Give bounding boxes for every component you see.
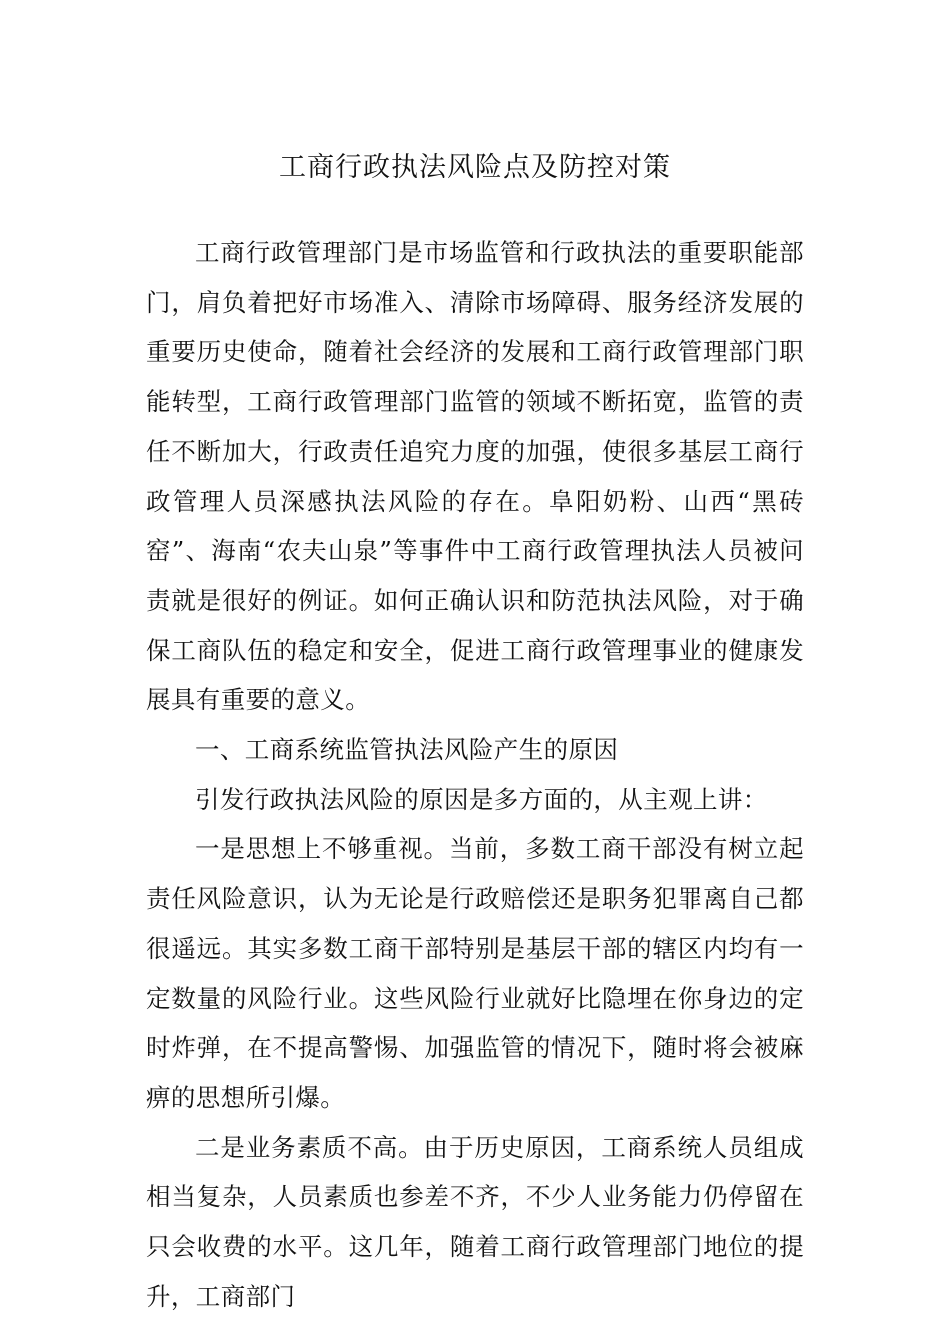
document-title: 工商行政执法风险点及防控对策 — [279, 152, 671, 183]
paragraph-cause-1: 一是思想上不够重视。当前，多数工商干部没有树立起责任风险意识，认为无论是行政赔偿还是职务犯罪离自己都很遥远。其实多数工商干部特别是基层干部的辖区内均有一定数量的风险行业。这些风险行业就好比隐埋在你身边的定时炸弹，在不提高警惕、加强监管的情况下，随时将会被麻痹的思想所引爆。 — [146, 834, 804, 1112]
section-heading-1: 一、工商系统监管执法风险产生的原因 — [195, 735, 619, 765]
paragraph-intro: 工商行政管理部门是市场监管和行政执法的重要职能部门，肩负着把好市场准入、清除市场障碍、服务经济发展的重要历史使命，随着社会经济的发展和工商行政管理部门职能转型，工商行政管理部门监管的领域不断拓宽，监管的责任不断加大，行政责任追究力度的加强，使很多基层工商行政管理人员深感执法风险的存在。阜阳奶粉、山西“黑砖窑”、海南“农夫山泉”等事件中工商行政管理执法人员被问责就是很好的例证。如何正确认识和防范执法风险，对于确保工商队伍的稳定和安全，促进工商行政管理事业的健康发展具有重要的意义。 — [146, 238, 804, 715]
paragraph-cause-2: 二是业务素质不高。由于历史原因，工商系统人员组成相当复杂，人员素质也参差不齐，不少人业务能力仍停留在只会收费的水平。这几年，随着工商行政管理部门地位的提升，工商部门 — [146, 1132, 804, 1311]
document-body — [146, 228, 804, 1321]
paragraph-causes-intro: 引发行政执法风险的原因是多方面的，从主观上讲： — [195, 784, 768, 814]
